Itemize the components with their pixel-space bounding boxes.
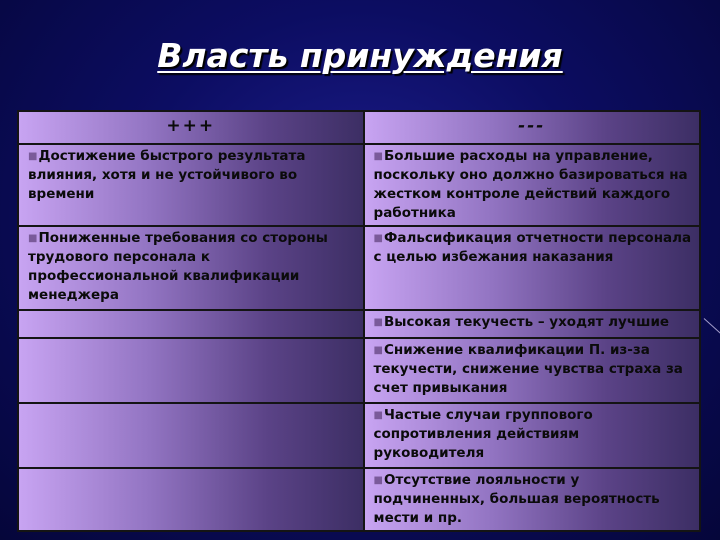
bullet-icon: ■ [373,345,383,356]
bullet-icon: ■ [373,410,383,421]
plus-cell-empty [18,468,364,531]
table-row [18,310,700,338]
slide-title: Власть принуждения [157,36,563,75]
bullet-icon: ■ [373,151,383,162]
table-row [18,226,700,310]
minus-cell [364,144,700,226]
plus-cell [18,144,364,226]
minus-cell [364,468,700,531]
comparison-table [17,110,701,532]
minus-text: Большие расходы на управление, поскольку оно должно базироваться на жестком контроле действий каждого работника [373,148,688,221]
bullet-icon: ■ [28,151,38,162]
bullet-icon: ■ [373,317,383,328]
minus-text: Снижение квалификации П. из-за текучести, снижение чувства страха за счет привыкания [373,342,683,396]
bullet-icon: ■ [373,233,383,244]
plus-cell-empty [18,403,364,468]
minus-text: Частые случаи группового сопротивления действиям руководителя [373,407,593,461]
decorative-line [704,318,720,336]
table-row [18,403,700,468]
minus-text: Высокая текучесть – уходят лучшие [383,314,670,330]
header-minus: --- [364,111,700,144]
plus-text: Пониженные требования со стороны трудового персонала к профессиональной квалификации менеджера [28,230,328,303]
minus-text: Отсутствие лояльности у подчиненных, большая вероятность мести и пр. [373,472,660,526]
table-row [18,144,700,226]
minus-cell [364,403,700,468]
header-plus: +++ [18,111,364,144]
table-row [18,468,700,531]
plus-cell-empty [18,310,364,338]
minus-cell [364,338,700,403]
header-row [18,111,700,144]
bullet-icon: ■ [28,233,38,244]
minus-cell [364,310,700,338]
plus-cell-empty [18,338,364,403]
minus-text: Фальсификация отчетности персонала с целью избежания наказания [373,230,692,265]
plus-cell [18,226,364,310]
plus-text: Достижение быстрого результата влияния, хотя и не устойчивого во времени [28,148,306,202]
bullet-icon: ■ [373,475,383,486]
table-row [18,338,700,403]
minus-cell [364,226,700,310]
